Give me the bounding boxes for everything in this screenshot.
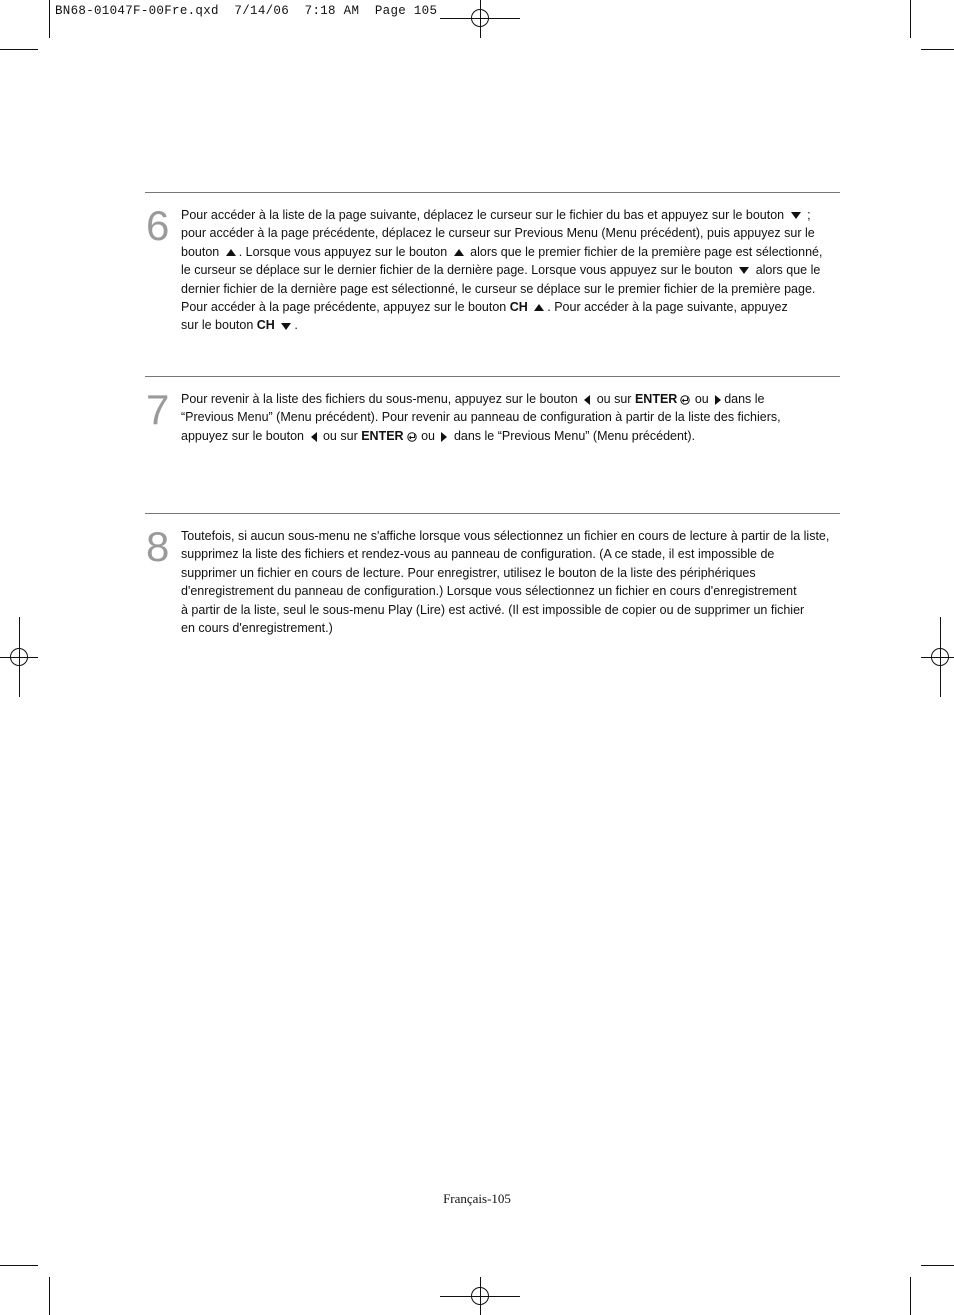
crop-mark (0, 1265, 38, 1266)
enter-button-label: ENTER (634, 392, 678, 406)
arrow-up-icon (226, 249, 236, 256)
arrow-up-icon (534, 304, 544, 311)
step-number: 6 (146, 202, 170, 249)
crop-mark (910, 1277, 911, 1315)
enter-icon (679, 395, 691, 405)
print-slug: BN68-01047F-00Fre.qxd 7/14/06 7:18 AM Page 105 (55, 4, 438, 18)
step-number: 7 (146, 386, 170, 433)
arrow-right-icon (441, 432, 447, 442)
arrow-down-icon (281, 323, 291, 330)
arrow-left-icon (311, 432, 317, 442)
arrow-up-icon (454, 249, 464, 256)
arrow-left-icon (584, 395, 590, 405)
crop-mark (921, 1265, 954, 1266)
enter-icon (406, 432, 418, 442)
step-number: 8 (146, 523, 170, 570)
section-divider (145, 513, 840, 514)
arrow-down-icon (739, 267, 749, 274)
crop-mark (0, 49, 38, 50)
step-6-text: Pour accéder à la liste de la page suivante, déplacez le curseur sur le fichier du bas et appuyez sur le bouton ; pour accéder à la page précédente, déplacez le curseur sur Previous Menu (Menu précédent), puis appuyez sur le bouton . Lorsque vous appuyez sur le bouton alors que le premier fichier de la première page est sélectionné, le curseur se déplace sur le dernier fichier de la dernière page. Lorsque vous appuyez sur le bouton alors que le dernier fichier de la dernière page est sélectionné, le curseur se déplace sur le premier fichier de la première page. Pour accéder à la page précédente, appuyez sur le bouton CH . Pour accéder à la page suivante, appuyez sur le bouton CH . (181, 208, 823, 333)
step-8-text: Toutefois, si aucun sous-menu ne s'affiche lorsque vous sélectionnez un fichier en cours de lecture à partir de la liste, supprimez la liste des fichiers et rendez-vous au panneau de configuration. (A ce stade, il est impossible de supprimer un fichier en cours de lecture. Pour enregistrer, utilisez le bouton de la liste des périphériques d'enregistrement du panneau de configuration.) Lorsque vous sélectionnez un fichier en cours d'enregistrement à partir de la liste, seul le sous-menu Play (Lire) est activé. (Il est impossible de copier ou de supprimer un fichier en cours d'enregistrement.) (181, 529, 830, 636)
arrow-right-icon (715, 395, 721, 405)
crop-mark (49, 0, 50, 38)
section-divider (145, 376, 840, 377)
page-number: Français-105 (443, 1191, 511, 1206)
crop-mark (49, 1277, 50, 1315)
step-7-text: Pour revenir à la liste des fichiers du sous-menu, appuyez sur le bouton ou sur ENTER ou dans le “Previous Menu” (Menu précédent). Pour revenir au panneau de configuration à partir de la liste des fichiers, appuyez sur le bouton ou sur ENTER ou dans le “Previous Menu” (Menu précédent). (181, 392, 781, 443)
enter-button-label: ENTER (361, 428, 404, 443)
crop-mark (910, 0, 911, 38)
ch-button-label: CH (509, 300, 528, 315)
section-divider (145, 192, 840, 193)
arrow-down-icon (791, 212, 801, 219)
ch-button-label: CH (256, 318, 275, 333)
crop-mark (921, 49, 954, 50)
